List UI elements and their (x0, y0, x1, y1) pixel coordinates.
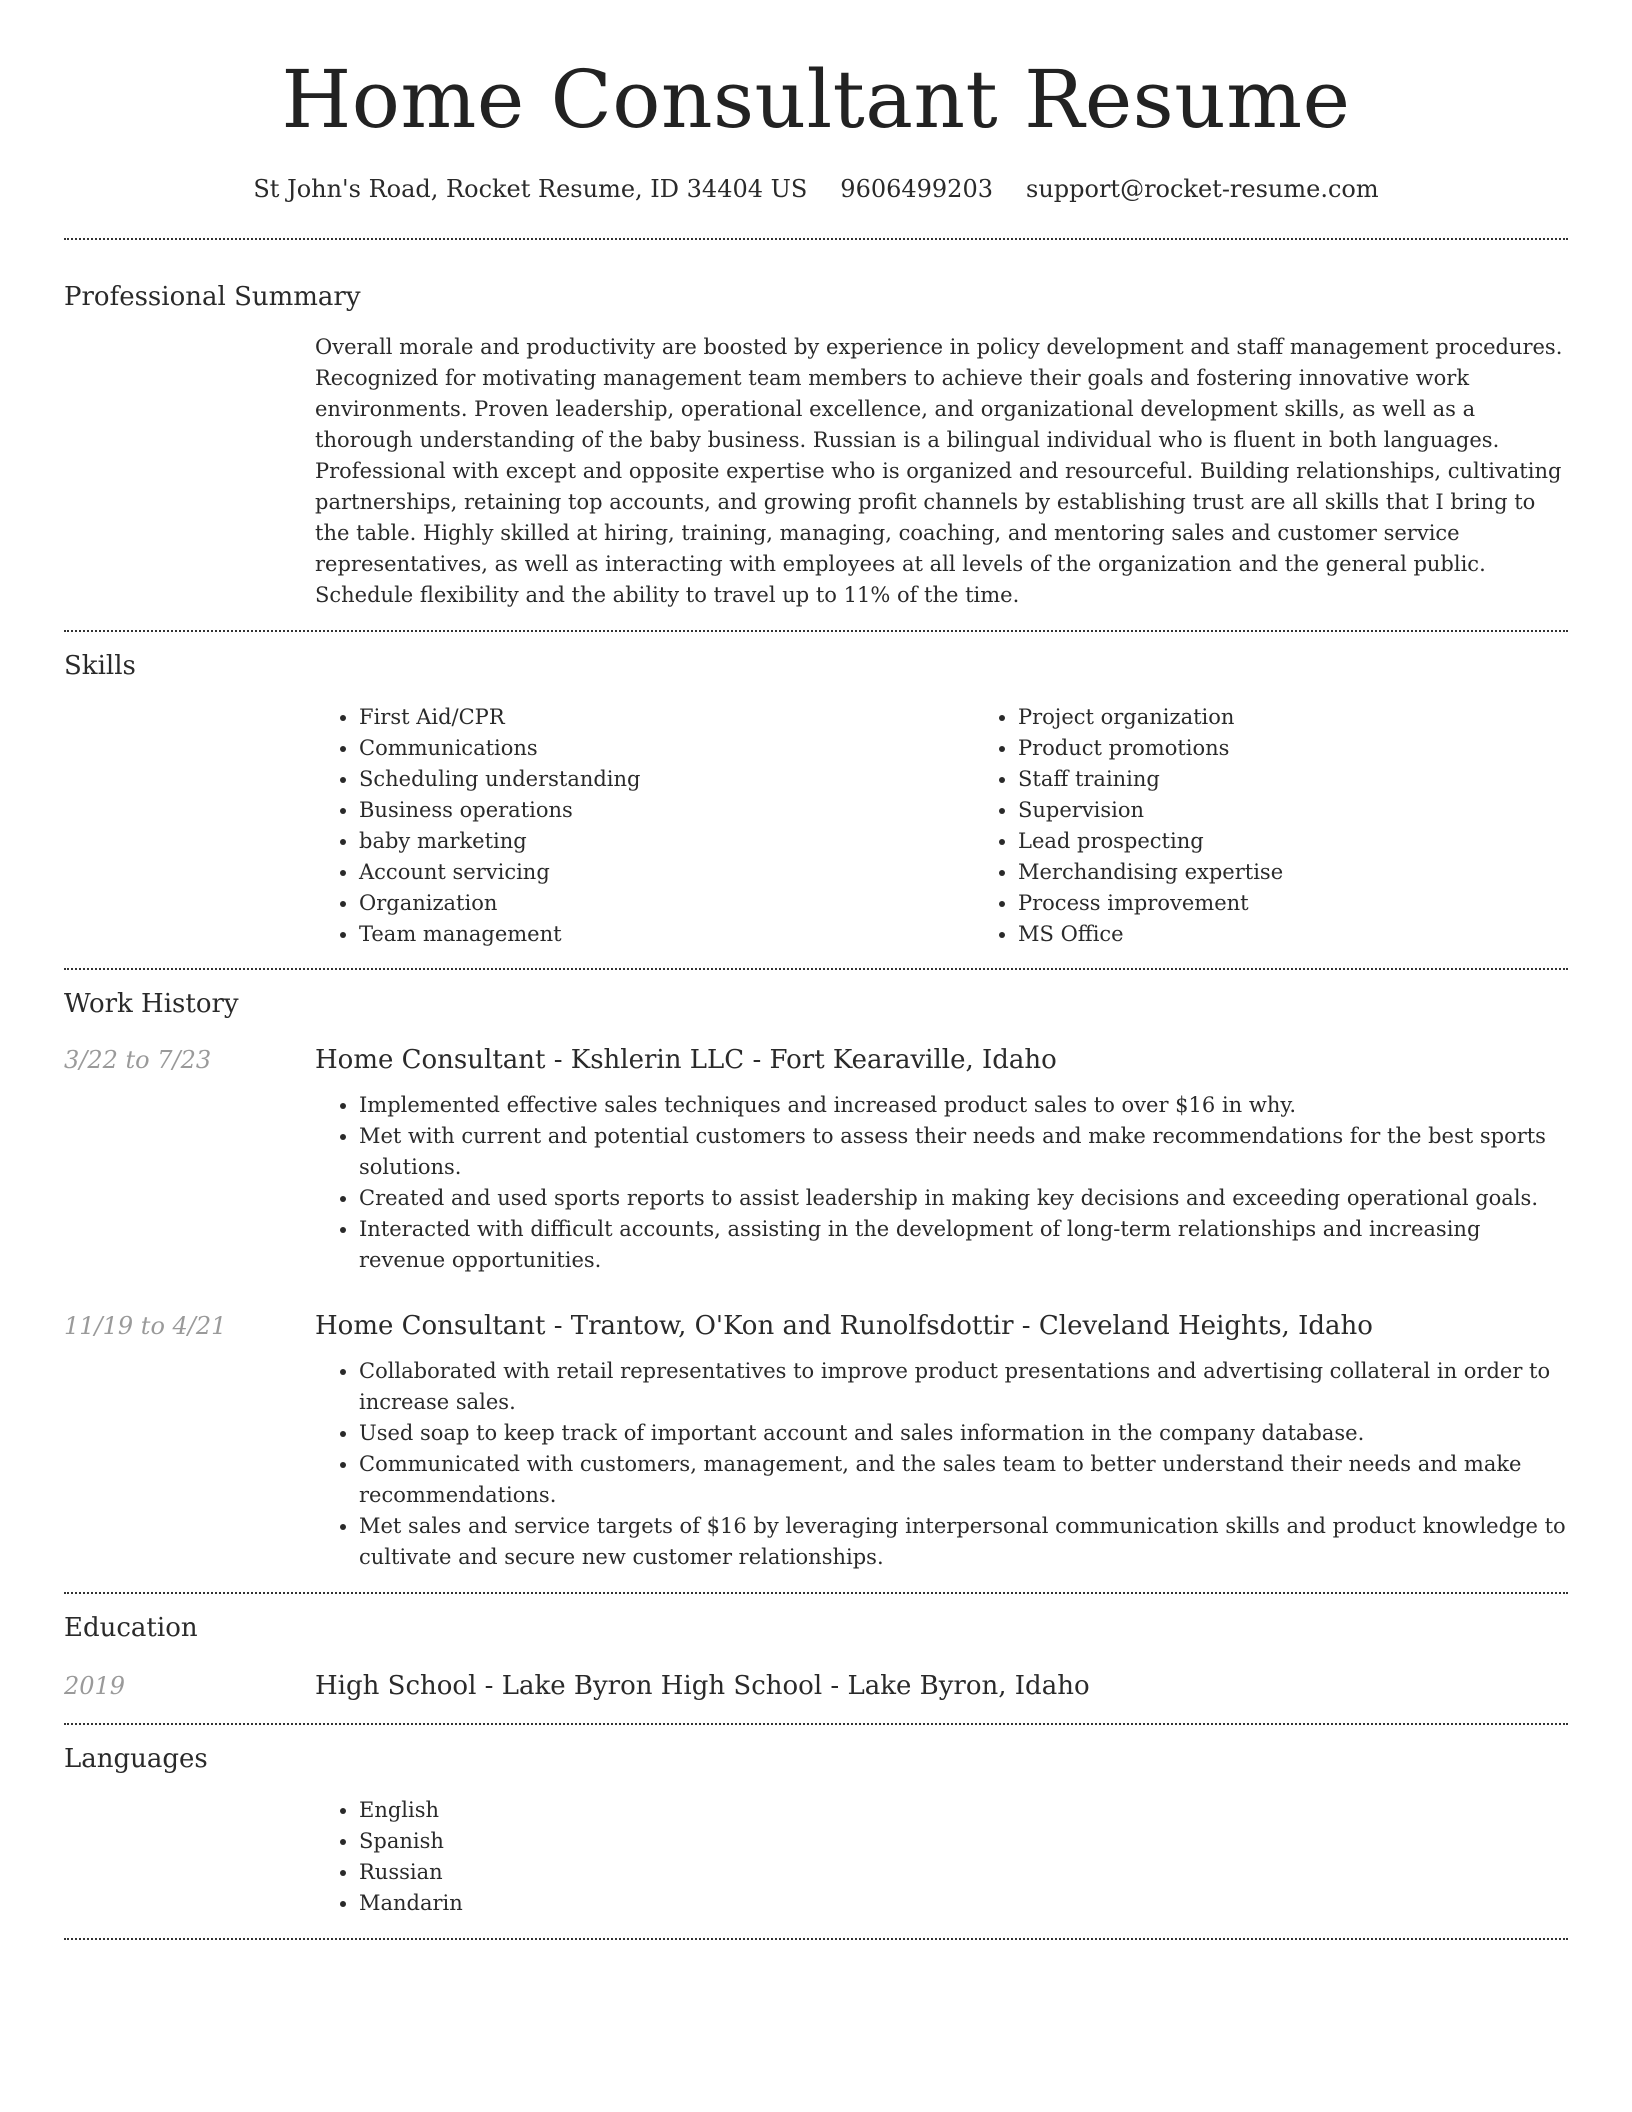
skill-item: • Supervision (1018, 795, 1632, 826)
summary-text: Overall morale and productivity are boosted by experience in policy development and staff management procedures. Recognized for motivating management team members to achieve their goals and fostering innovative work environments. Proven leadership, operational excellence, and organizational development skills, as well as a thorough understanding of the baby business. Russian is a bilingual individual who is fluent in both languages. Professional with except and opposite expertise who is organized and resourceful. Building relationships, cultivating partnerships, retaining top accounts, and growing profit channels by establishing trust are all skills that I bring to the table. Highly skilled at hiring, training, managing, coaching, and mentoring sales and customer service representatives, as well as interacting with employees at all levels of the organization and the general public. Schedule flexibility and the ability to travel up to 11% of the time. (315, 335, 1563, 607)
job-bullet: • Used soap to keep track of important account and sales information in the company database. (359, 1418, 1568, 1449)
job-bullet: • Created and used sports reports to assist leadership in making key decisions and exceeding operational goals. (359, 1183, 1568, 1214)
language-item: • Mandarin (359, 1888, 1568, 1919)
section-heading-skills: Skills (64, 651, 136, 681)
job-bullet: • Communicated with customers, management, and the sales team to better understand their needs and make recommendations. (359, 1449, 1568, 1511)
language-item: • Spanish (359, 1826, 1568, 1857)
language-item: • English (359, 1795, 1568, 1826)
section-skills (64, 632, 1568, 950)
section-heading-education: Education (64, 1613, 198, 1643)
contact-address: St John's Road, Rocket Resume, ID 34404 US (253, 175, 808, 203)
skill-item: • Scheduling understanding (359, 764, 974, 795)
job-bullet: • Met sales and service targets of $16 by leveraging interpersonal communication skills and product knowledge to cultivate and secure new customer relationships. (359, 1511, 1568, 1573)
skill-item: • Account servicing (359, 857, 974, 888)
section-heading-summary: Professional Summary (64, 282, 361, 312)
job-title: Home Consultant - Kshlerin LLC - Fort Kearaville, Idaho (315, 1045, 1057, 1075)
education-date: 2019 (64, 1672, 126, 1700)
divider (64, 1938, 1568, 1940)
education-entry: High School - Lake Byron High School - Lake Byron, Idaho (315, 1671, 1090, 1701)
skill-item: • Merchandising expertise (1018, 857, 1632, 888)
skill-item: • Business operations (359, 795, 974, 826)
job-date: 11/19 to 4/21 (64, 1312, 227, 1340)
languages-list (315, 1795, 1568, 1919)
job-bullets (315, 1090, 1568, 1276)
skill-item: • Process improvement (1018, 888, 1632, 919)
skill-item: • Lead prospecting (1018, 826, 1632, 857)
job-bullet: • Met with current and potential customers to assess their needs and make recommendations for the best sports solutions. (359, 1121, 1568, 1183)
job-title: Home Consultant - Trantow, O'Kon and Runolfsdottir - Cleveland Heights, Idaho (315, 1311, 1373, 1341)
job-bullet: • Implemented effective sales techniques and increased product sales to over $16 in why. (359, 1090, 1568, 1121)
resume-title: Home Consultant Resume (281, 53, 1351, 146)
skill-item: • First Aid/CPR (359, 702, 974, 733)
skills-list-left (315, 702, 974, 950)
job-bullet: • Collaborated with retail representatives to improve product presentations and advertising collateral in order to increase sales. (359, 1356, 1568, 1418)
job-bullets (315, 1356, 1568, 1573)
skill-item: • Staff training (1018, 764, 1632, 795)
section-heading-languages: Languages (64, 1744, 208, 1774)
section-work-history (64, 970, 1568, 1573)
skill-item: • MS Office (1018, 919, 1632, 950)
skill-item: • Product promotions (1018, 733, 1632, 764)
skill-item: • Organization (359, 888, 974, 919)
job-entry (64, 1309, 1568, 1573)
skill-item: • Team management (359, 919, 974, 950)
contact-phone: 9606499203 (840, 175, 993, 203)
job-bullet: • Interacted with difficult accounts, assisting in the development of long-term relationships and increasing revenue opportunities. (359, 1214, 1568, 1276)
language-item: • Russian (359, 1857, 1568, 1888)
contact-email: support@rocket-resume.com (1026, 175, 1379, 203)
job-entry (64, 1043, 1568, 1276)
skill-item: • Project organization (1018, 702, 1632, 733)
section-summary (64, 240, 1568, 611)
section-heading-work: Work History (64, 989, 239, 1019)
skill-item: • baby marketing (359, 826, 974, 857)
section-education (64, 1594, 1568, 1703)
skills-list-right (974, 702, 1632, 950)
job-date: 3/22 to 7/23 (64, 1046, 212, 1074)
contact-line (64, 173, 1568, 205)
section-languages (64, 1725, 1568, 1919)
skill-item: • Communications (359, 733, 974, 764)
